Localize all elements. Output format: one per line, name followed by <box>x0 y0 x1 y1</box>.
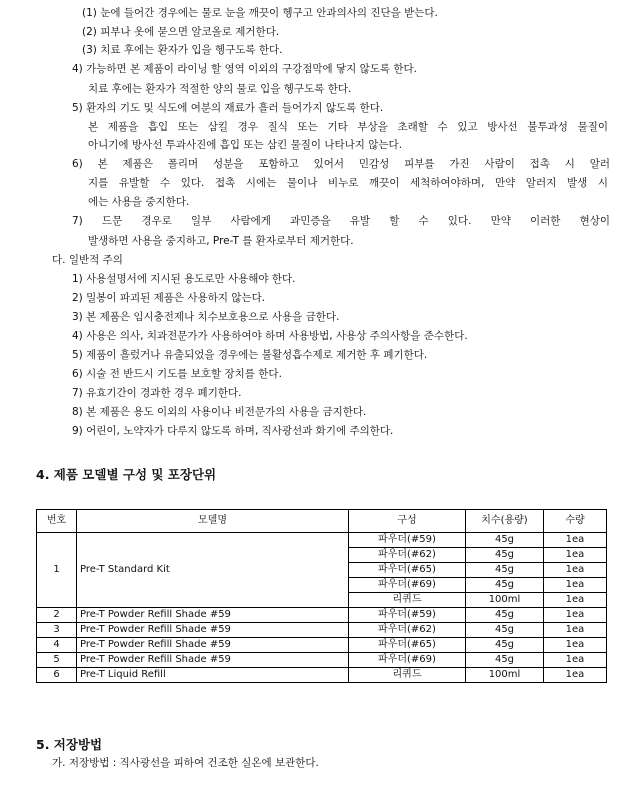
precaution-line: 5) 환자의 기도 및 식도에 여분의 재료가 흘러 들어가지 않도록 한다. <box>72 102 384 114</box>
table-row <box>37 638 607 653</box>
general-item: 9) 어린이, 노약자가 다루지 않도록 하며, 직사광선과 화기에 주의한다. <box>72 425 394 437</box>
general-item: 7) 유효기간이 경과한 경우 폐기한다. <box>72 387 242 399</box>
cell-quantity: 1ea <box>544 548 607 563</box>
cell-size: 45g <box>466 563 544 578</box>
cell-size: 45g <box>466 548 544 563</box>
storage-text: 가. 저장방법 : 직사광선을 피하여 건조한 실온에 보관한다. <box>52 757 319 769</box>
cell-composition: 리퀴드 <box>349 668 466 683</box>
cell-composition: 파우더(#59) <box>349 533 466 548</box>
precaution-line: 6) 본 제품은 폴리머 성분을 포함하고 있어서 민감성 피부를 가진 사람이 접촉 시 알러 <box>72 158 610 170</box>
cell-model: Pre-T Powder Refill Shade #59 <box>77 638 349 653</box>
cell-quantity: 1ea <box>544 533 607 548</box>
general-item: 4) 사용은 의사, 치과전문가가 사용하여야 하며 사용방법, 사용상 주의사항을 준수한다. <box>72 330 468 342</box>
general-item: 3) 본 제품은 임시충전제나 치수보호용으로 사용을 금한다. <box>72 311 340 323</box>
cell-size: 45g <box>466 653 544 668</box>
cell-model: Pre-T Powder Refill Shade #59 <box>77 608 349 623</box>
precaution-line: 지를 유발할 수 있다. 접촉 시에는 물이나 비누로 깨끗이 세척하여야하며, 만약 알러지 발생 시 <box>88 177 608 189</box>
cell-model: Pre-T Powder Refill Shade #59 <box>77 653 349 668</box>
header-size: 치수(용량) <box>466 510 544 533</box>
section5-heading: 5. 저장방법 <box>36 737 103 752</box>
precaution-line: (1) 눈에 들어간 경우에는 물로 눈을 깨끗이 헹구고 안과의사의 진단을 받는다. <box>82 7 438 19</box>
cell-quantity: 1ea <box>544 578 607 593</box>
table-row <box>37 668 607 683</box>
table-row <box>37 533 607 548</box>
general-item: 1) 사용설명서에 지시된 용도로만 사용해야 한다. <box>72 273 296 285</box>
header-quantity: 수량 <box>544 510 607 533</box>
cell-no: 5 <box>37 653 77 668</box>
cell-composition: 파우더(#62) <box>349 623 466 638</box>
cell-composition: 파우더(#62) <box>349 548 466 563</box>
cell-no: 2 <box>37 608 77 623</box>
cell-no: 6 <box>37 668 77 683</box>
general-title: 다. 일반적 주의 <box>52 254 123 266</box>
cell-composition: 파우더(#65) <box>349 638 466 653</box>
general-item: 5) 제품이 흘렀거나 유출되었을 경우에는 불활성흡수제로 제거한 후 폐기한다. <box>72 349 428 361</box>
cell-composition: 파우더(#59) <box>349 608 466 623</box>
precaution-line: 발생하면 사용을 중지하고, Pre-T 를 환자로부터 제거한다. <box>88 235 354 247</box>
precaution-line: 에는 사용을 중지한다. <box>88 196 190 208</box>
cell-size: 45g <box>466 638 544 653</box>
cell-quantity: 1ea <box>544 653 607 668</box>
header-no: 번호 <box>37 510 77 533</box>
header-model: 모델명 <box>77 510 349 533</box>
cell-size: 45g <box>466 533 544 548</box>
cell-no: 3 <box>37 623 77 638</box>
cell-composition: 파우더(#69) <box>349 578 466 593</box>
cell-size: 100ml <box>466 668 544 683</box>
cell-quantity: 1ea <box>544 668 607 683</box>
cell-composition: 리퀴드 <box>349 593 466 608</box>
cell-no: 4 <box>37 638 77 653</box>
precaution-line: (3) 치료 후에는 환자가 입을 헹구도록 한다. <box>82 44 283 56</box>
header-composition: 구성 <box>349 510 466 533</box>
cell-size: 45g <box>466 578 544 593</box>
cell-size: 45g <box>466 623 544 638</box>
cell-quantity: 1ea <box>544 608 607 623</box>
precaution-line: 아니기에 방사선 투과사진에 흡입 또는 삼킨 물질이 나타나지 않는다. <box>88 139 403 151</box>
precaution-line: 4) 가능하면 본 제품이 라이닝 할 영역 이외의 구강점막에 닿지 않도록 한다. <box>72 63 417 75</box>
cell-size: 45g <box>466 608 544 623</box>
precaution-line: 치료 후에는 환자가 적절한 양의 물로 입을 헹구도록 한다. <box>88 83 352 95</box>
cell-quantity: 1ea <box>544 638 607 653</box>
cell-quantity: 1ea <box>544 563 607 578</box>
cell-composition: 파우더(#69) <box>349 653 466 668</box>
cell-model: Pre-T Liquid Refill <box>77 668 349 683</box>
general-item: 6) 시술 전 반드시 기도를 보호할 장치를 한다. <box>72 368 282 380</box>
precaution-line: 본 제품을 흡입 또는 삼킬 경우 질식 또는 기타 부상을 초래할 수 있고 방사선 불투과성 물질이 <box>88 121 608 133</box>
cell-model: Pre-T Powder Refill Shade #59 <box>77 623 349 638</box>
table-row <box>37 608 607 623</box>
cell-quantity: 1ea <box>544 623 607 638</box>
general-item: 2) 밀봉이 파괴된 제품은 사용하지 않는다. <box>72 292 266 304</box>
precaution-line: 7) 드문 경우로 일부 사람에게 과민증을 유발 할 수 있다. 만약 이러한 현상이 <box>72 215 610 227</box>
general-item: 8) 본 제품은 용도 이외의 사용이나 비전문가의 사용을 금지한다. <box>72 406 367 418</box>
section4-heading: 4. 제품 모델별 구성 및 포장단위 <box>36 467 217 482</box>
cell-no: 1 <box>37 533 77 608</box>
cell-model: Pre-T Standard Kit <box>77 533 349 608</box>
table-row <box>37 653 607 668</box>
table-header-row <box>37 510 607 533</box>
table-row <box>37 623 607 638</box>
composition-table <box>36 509 607 683</box>
cell-quantity: 1ea <box>544 593 607 608</box>
precaution-line: (2) 피부나 옷에 묻으면 알코올로 제거한다. <box>82 26 280 38</box>
cell-size: 100ml <box>466 593 544 608</box>
cell-composition: 파우더(#65) <box>349 563 466 578</box>
